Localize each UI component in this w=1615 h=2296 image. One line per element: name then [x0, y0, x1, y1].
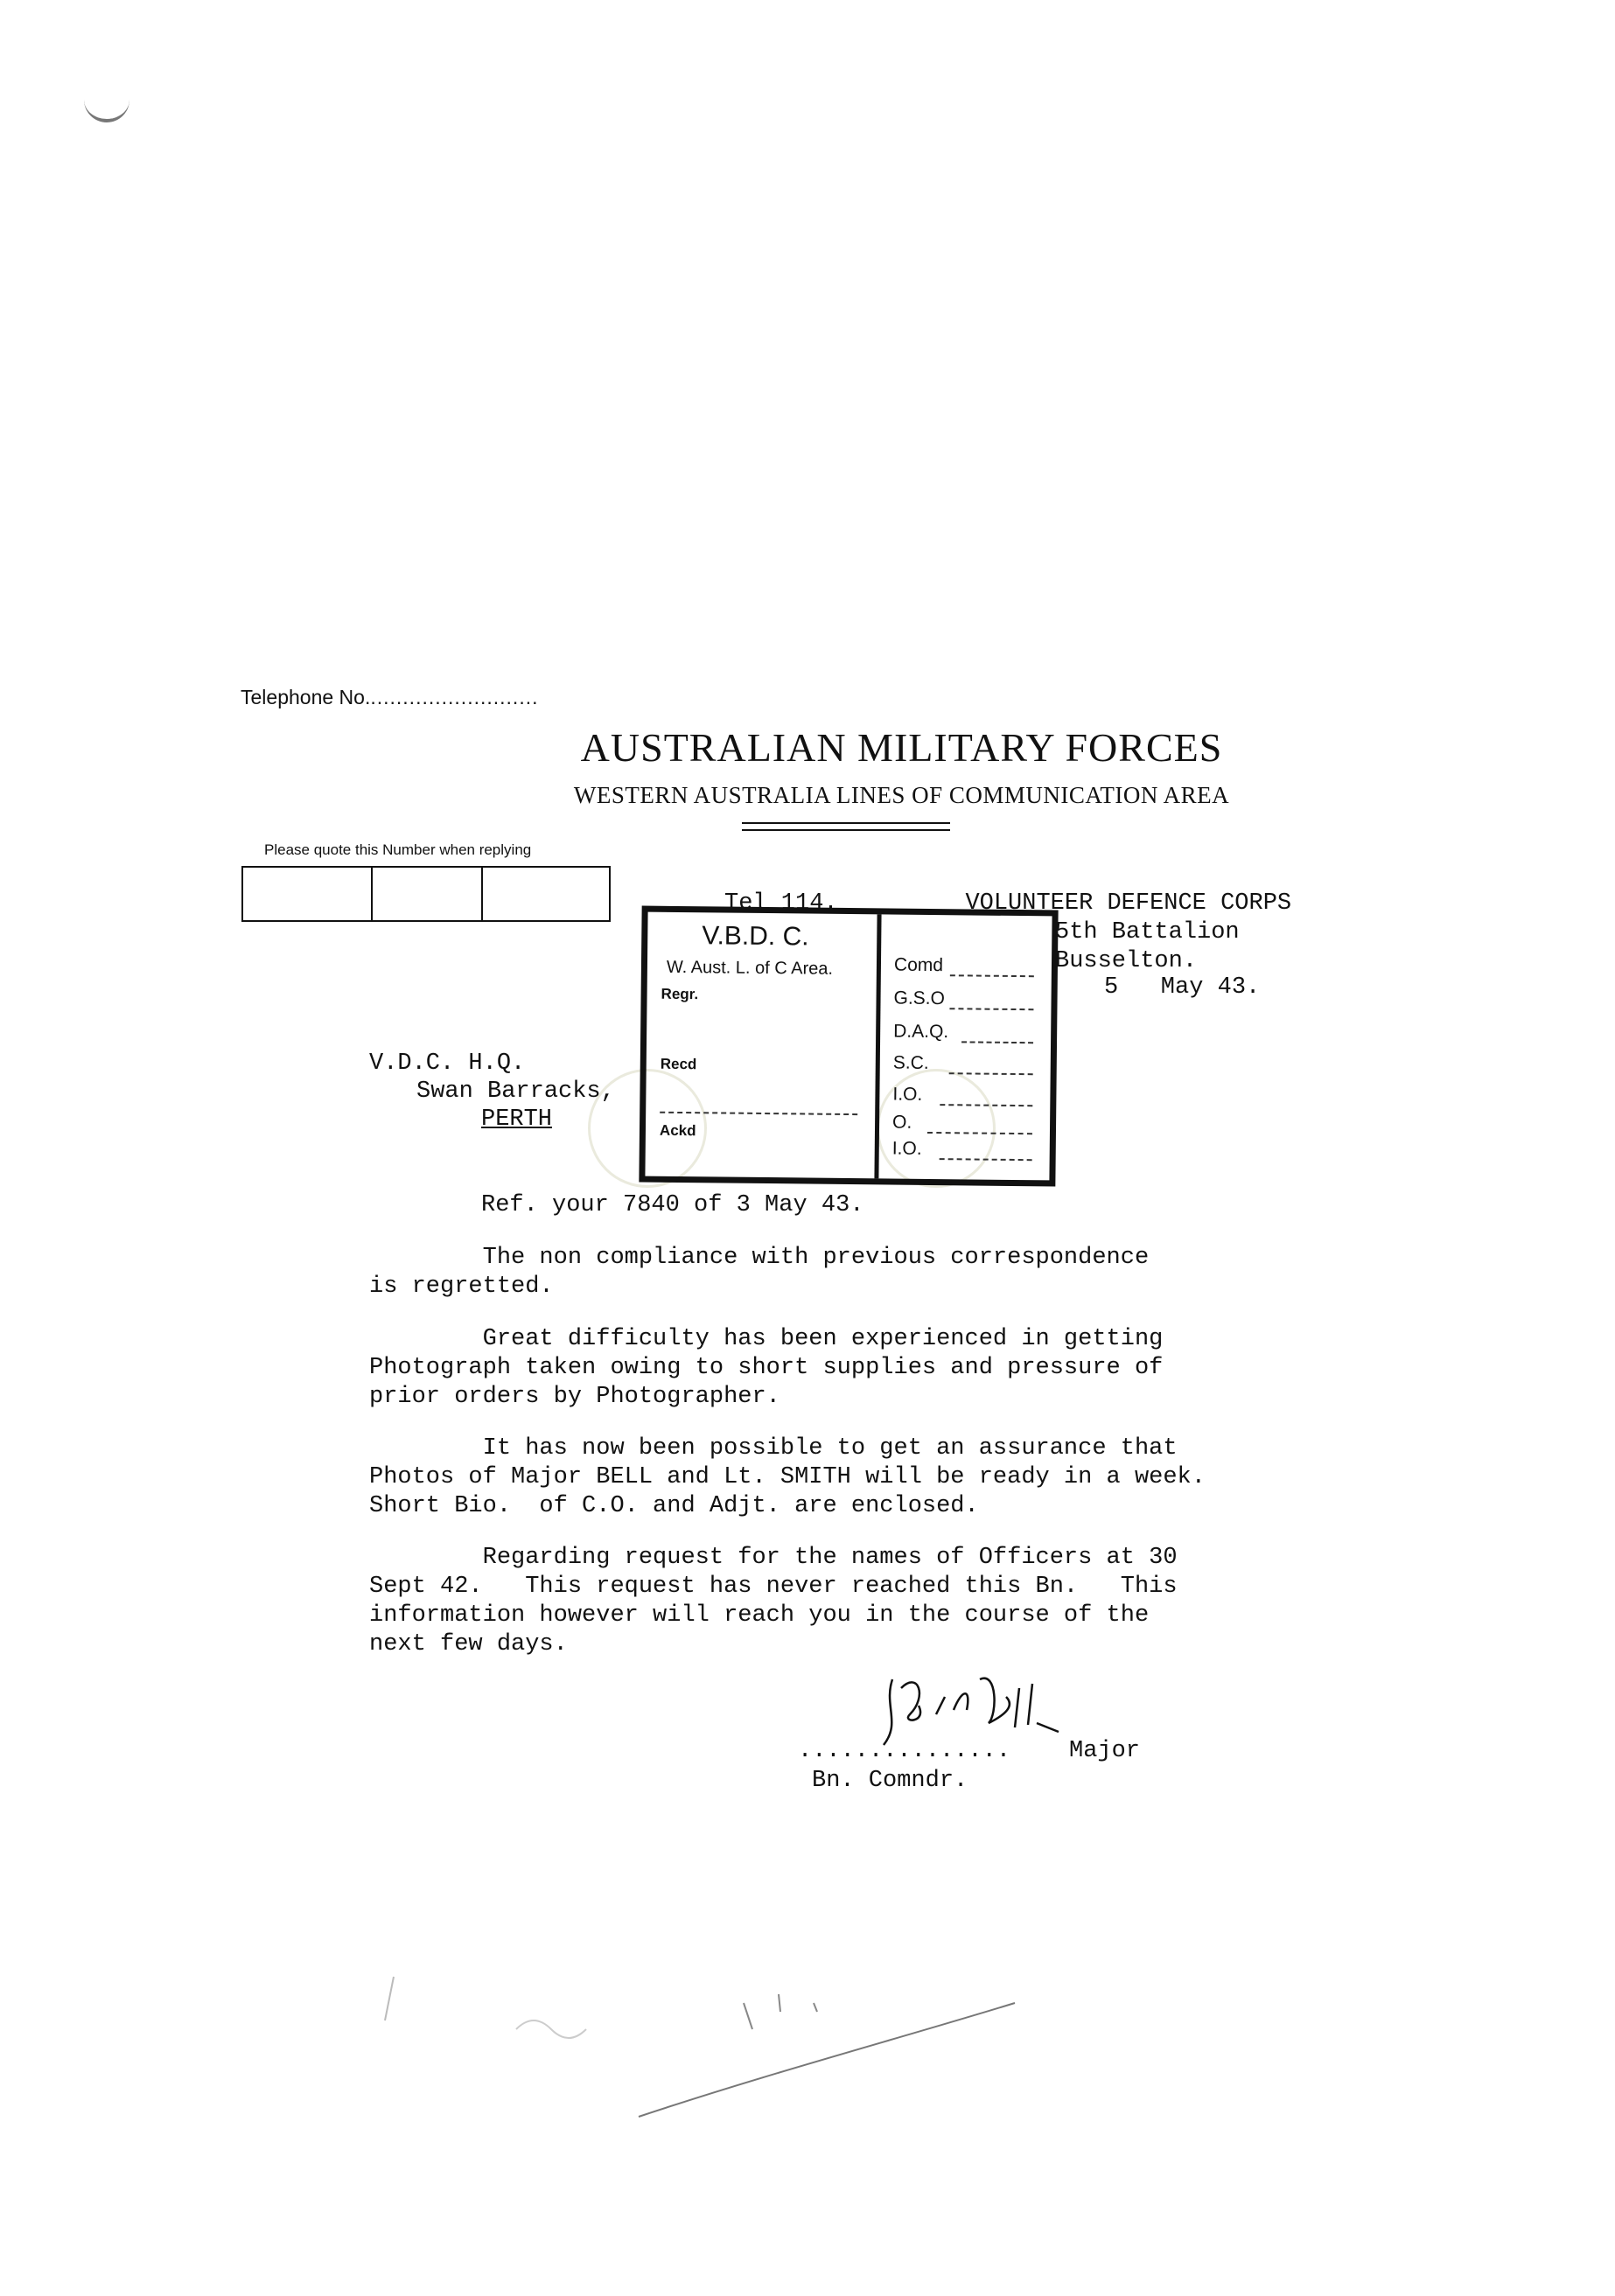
paragraph-4-line-2: Sept 42. This request has never reached this Bn. This: [369, 1574, 1178, 1600]
telephone-label: Telephone No.: [241, 686, 371, 708]
stamp-right-row-7: I.O.: [891, 1138, 922, 1159]
signature-dots: ...............: [798, 1738, 1011, 1764]
recipient-line-1: V.D.C. H.Q.: [369, 1050, 526, 1077]
signature-title: Bn. Comndr.: [812, 1768, 968, 1794]
letterhead-title: AUSTRALIAN MILITARY FORCES: [580, 725, 1223, 770]
stamp-right-row-5: I.O.: [892, 1084, 923, 1105]
stamp-title: V.B.D. C.: [702, 921, 809, 952]
stamp-right-dash-7: [940, 1158, 1032, 1161]
faint-pencil-marks: [376, 1942, 1041, 2139]
stamp-left-rule: [660, 1112, 857, 1115]
stamp-right-dash-3: [961, 1041, 1033, 1043]
corner-punch-mark: [84, 84, 129, 122]
paragraph-2-line-1: Great difficulty has been experienced in getting: [369, 1326, 1164, 1352]
paragraph-2-line-2: Photograph taken owing to short supplies and pressure of: [369, 1355, 1164, 1381]
stamp-left-row-1: Regr.: [661, 985, 699, 1003]
letterhead-double-rule: [742, 822, 950, 831]
paragraph-3-line-3: Short Bio. of C.O. and Adjt. are enclosed.: [369, 1493, 979, 1519]
paragraph-3-line-1: It has now been possible to get an assurance that: [369, 1435, 1178, 1462]
paragraph-1-line-1: The non compliance with previous correspondence: [369, 1245, 1150, 1271]
paragraph-3-line-2: Photos of Major BELL and Lt. SMITH will be ready in a week.: [369, 1464, 1206, 1490]
stamp-right-dash-6: [927, 1132, 1032, 1134]
paragraph-3: [369, 1434, 1206, 1521]
sender-date: 5 May 43.: [1104, 974, 1261, 1001]
quote-number-note: Please quote this Number when replying: [264, 841, 532, 858]
reference-number-boxes: [241, 866, 611, 922]
stamp-right-row-4: S.C.: [892, 1052, 929, 1073]
stamp-left-row-2: Recd: [660, 1055, 697, 1073]
stamp-right-row-1: Comd: [893, 954, 944, 976]
sender-line-1: Tel 114. VOLUNTEER DEFENCE CORPS: [724, 890, 1292, 917]
recipient-line-2: Swan Barracks,: [416, 1078, 615, 1105]
sender-line-3: Busselton.: [1055, 948, 1198, 974]
ref-box-3: [483, 868, 609, 920]
stamp-right-row-6: O.: [891, 1112, 912, 1133]
paragraph-4-line-1: Regarding request for the names of Officers at 30: [369, 1545, 1178, 1571]
stamp-right-row-3: D.A.Q.: [893, 1021, 949, 1043]
stamp-left-row-3: Ackd: [659, 1121, 696, 1140]
ref-box-2: [373, 868, 483, 920]
telephone-dots: ..........................: [370, 686, 539, 708]
stamp-divider: [874, 914, 881, 1178]
reference-line: Ref. your 7840 of 3 May 43.: [481, 1192, 864, 1218]
signature-rank: Major: [1069, 1738, 1141, 1764]
stamp-right-row-2: G.S.O: [893, 987, 946, 1009]
telephone-line: [241, 686, 539, 709]
sender-line-2: 5th Battalion: [1055, 919, 1240, 946]
paragraph-1: [369, 1244, 1149, 1302]
ref-box-1: [243, 868, 373, 920]
paragraph-4-line-3: information however will reach you in the course of the: [369, 1602, 1150, 1629]
recipient-line-3: PERTH: [481, 1106, 553, 1133]
paragraph-2-line-3: prior orders by Photographer.: [369, 1384, 780, 1410]
letterhead-subtitle: WESTERN AUSTRALIA LINES OF COMMUNICATION AREA: [573, 782, 1230, 808]
stamp-right-dash-2: [949, 1008, 1033, 1010]
stamp-right-dash-5: [940, 1104, 1032, 1106]
stamp-area: W. Aust. L. of C Area.: [666, 957, 834, 979]
stamp-right-dash-4: [949, 1072, 1033, 1075]
paragraph-2: [369, 1325, 1163, 1412]
paragraph-4: [369, 1544, 1178, 1659]
paragraph-4-line-4: next few days.: [369, 1631, 568, 1657]
stamp-right-dash-1: [950, 974, 1034, 977]
paragraph-1-line-2: is regretted.: [369, 1274, 554, 1300]
faint-marks-graphic: [376, 1942, 1041, 2134]
received-stamp: [639, 906, 1058, 1187]
